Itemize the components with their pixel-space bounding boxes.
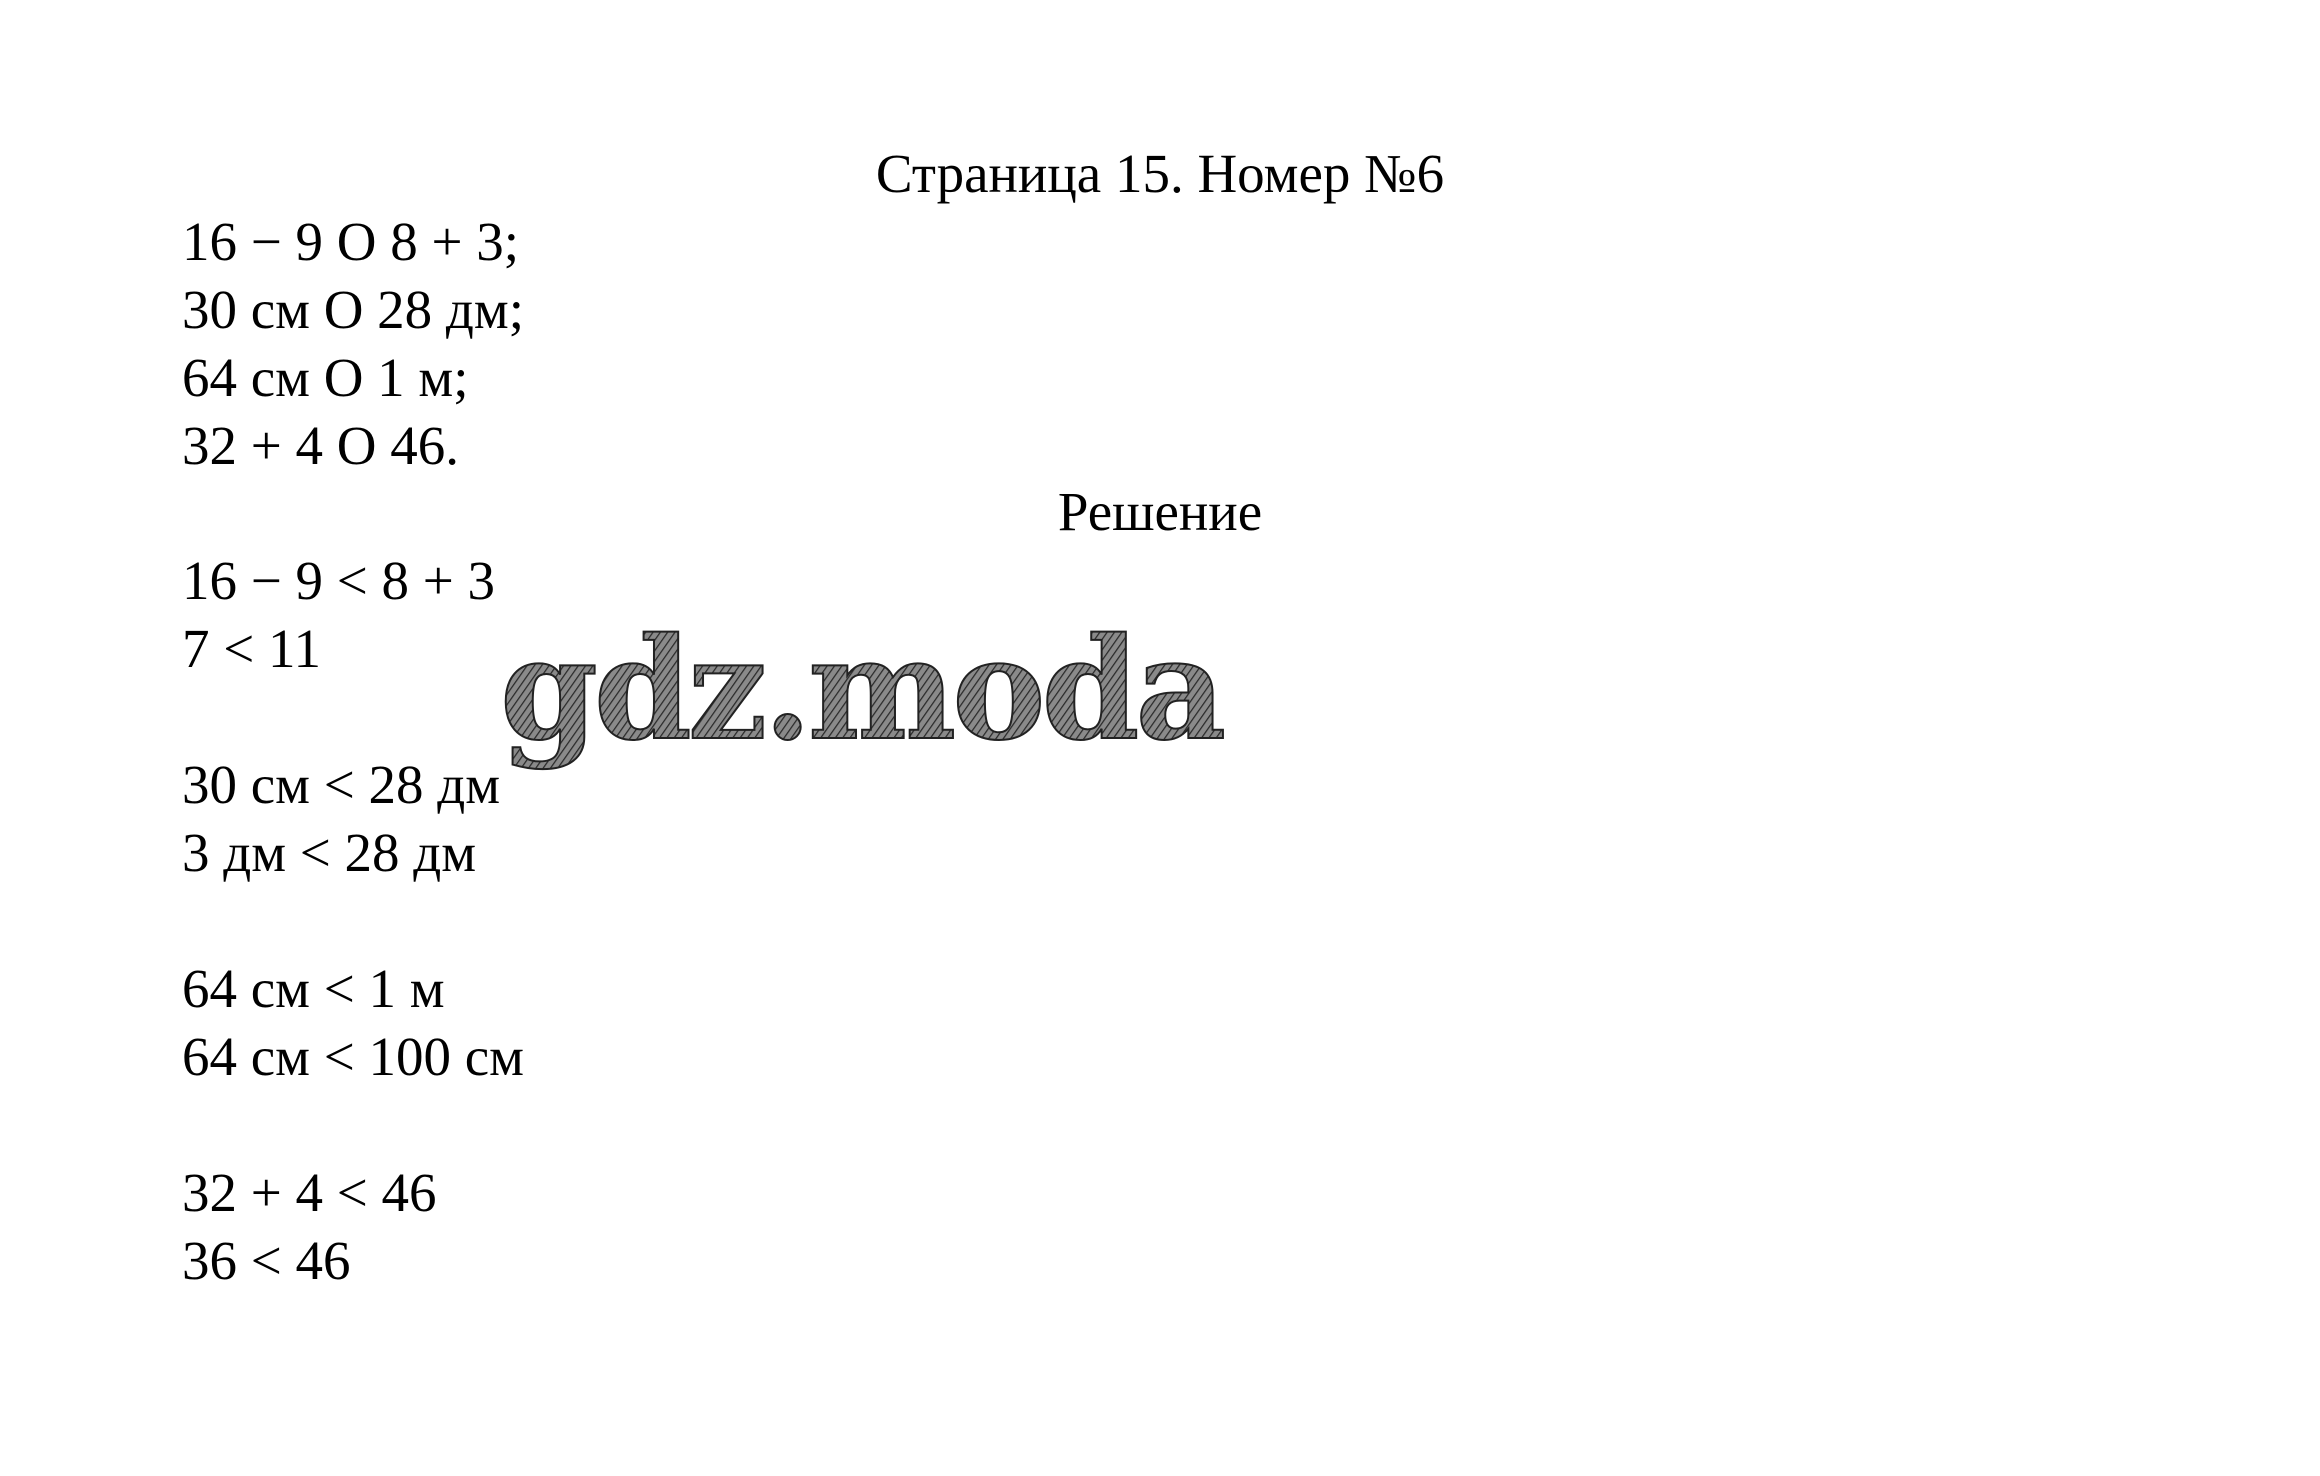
page-title: Страница 15. Номер №6 xyxy=(875,143,1445,204)
solution-line-2: 7 < 11 xyxy=(182,618,321,679)
solution-line-4: 3 дм < 28 дм xyxy=(182,822,477,883)
task-line-4: 32 + 4 О 46. xyxy=(182,415,459,476)
solution-line-5: 64 см < 1 м xyxy=(182,958,445,1019)
solution-line-3: 30 см < 28 дм xyxy=(182,754,501,815)
task-line-3: 64 см О 1 м; xyxy=(182,347,469,408)
solution-line-7: 32 + 4 < 46 xyxy=(182,1162,437,1223)
solution-line-8: 36 < 46 xyxy=(182,1230,351,1291)
solution-line-1: 16 − 9 < 8 + 3 xyxy=(182,550,496,611)
solution-heading: Решение xyxy=(1057,481,1263,542)
solution-line-6: 64 см < 100 см xyxy=(182,1026,524,1087)
watermark-text: gdz.moda xyxy=(500,608,1223,772)
watermark-logo xyxy=(492,608,1223,772)
task-line-1: 16 − 9 О 8 + 3; xyxy=(182,211,520,272)
task-line-2: 30 см О 28 дм; xyxy=(182,279,525,340)
